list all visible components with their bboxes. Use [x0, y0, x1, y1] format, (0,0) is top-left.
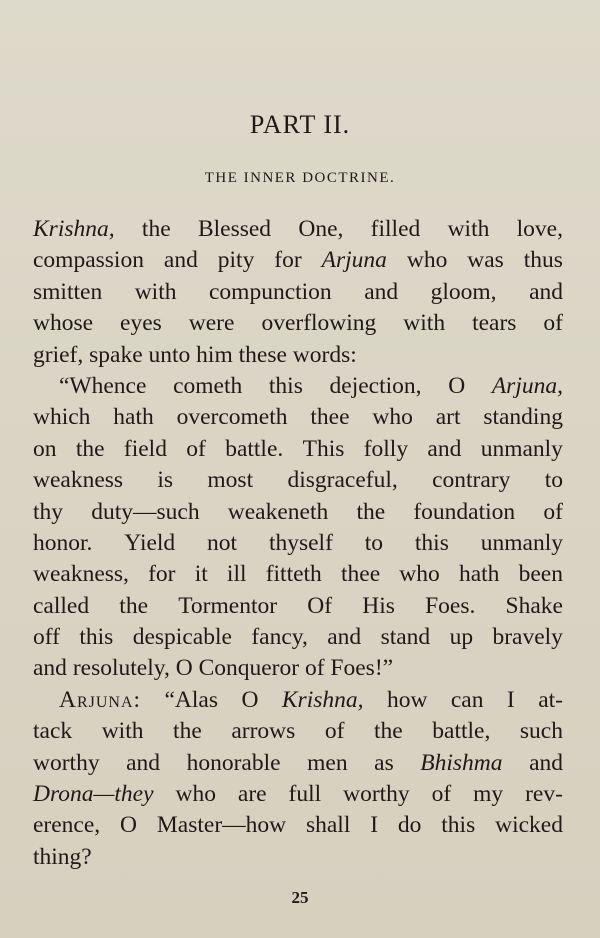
word: with — [403, 310, 446, 337]
word: who — [372, 404, 413, 431]
word: thus — [523, 247, 563, 274]
word: of — [543, 310, 563, 337]
word: “Whence — [59, 372, 147, 399]
word: this — [414, 529, 449, 556]
word: and — [163, 247, 198, 274]
word: contrary — [432, 467, 511, 494]
word: erence, — [33, 812, 101, 839]
word: dejection, — [329, 372, 422, 399]
word: hath — [458, 561, 500, 588]
chapter-subtitle: THE INNER DOCTRINE. — [204, 170, 396, 186]
word: as — [374, 749, 394, 776]
word: and — [364, 278, 399, 305]
word: unto — [148, 341, 191, 368]
word: Foes!” — [330, 655, 394, 682]
word: of — [431, 781, 452, 808]
word: compunction — [208, 278, 332, 305]
word: honor. — [33, 529, 93, 556]
text-line — [33, 779, 563, 810]
word: this — [79, 624, 114, 651]
word: hath — [113, 404, 154, 431]
word: overflowing — [261, 310, 377, 337]
text-line — [33, 653, 563, 684]
word: Conqueror — [198, 655, 300, 682]
word: and — [427, 435, 462, 462]
word: with — [447, 216, 490, 242]
word: words: — [292, 341, 357, 368]
word: and — [327, 624, 362, 651]
word: Krishna, — [281, 686, 364, 713]
word: foundation — [413, 498, 516, 525]
word: at- — [538, 686, 563, 713]
word: who — [406, 247, 448, 274]
text-line — [33, 434, 563, 465]
word: of — [324, 718, 345, 745]
word: I — [370, 812, 379, 839]
word: O — [241, 686, 259, 713]
word: disgraceful, — [287, 467, 398, 494]
word: thyself — [268, 529, 333, 556]
word: it — [194, 561, 208, 588]
word: to — [544, 467, 563, 494]
word: thy — [33, 498, 64, 525]
word: field — [123, 435, 167, 462]
word: the — [119, 592, 149, 619]
text-line — [33, 591, 563, 622]
text-line — [33, 497, 563, 528]
word: of — [543, 498, 563, 525]
word: Tormentor — [178, 592, 278, 619]
word: Master—how — [156, 812, 287, 839]
word: my — [473, 781, 504, 808]
word: overcometh — [176, 404, 288, 431]
word: worthy — [33, 749, 100, 776]
word: this — [268, 372, 303, 399]
word: are — [237, 781, 267, 808]
word: tack — [33, 718, 73, 745]
word: grief, — [33, 341, 84, 368]
word: can — [450, 686, 484, 713]
word: been — [518, 561, 563, 588]
word: Bhishma — [420, 749, 503, 776]
word: to — [364, 529, 384, 556]
word: off — [33, 624, 60, 651]
word: up — [449, 624, 474, 651]
word: and — [529, 749, 563, 776]
text-line — [33, 214, 563, 245]
word: eyes — [120, 310, 162, 337]
word: full — [288, 781, 322, 808]
text-line — [33, 371, 563, 402]
word: One, — [298, 216, 344, 242]
word: called — [33, 592, 90, 619]
text-line — [33, 308, 563, 339]
word: duty—such — [91, 498, 200, 525]
word: fancy, — [251, 624, 308, 651]
word: honorable — [186, 749, 281, 776]
word: were — [188, 310, 235, 337]
word: O — [120, 812, 138, 839]
word: is — [157, 467, 174, 494]
text-line — [33, 402, 563, 433]
word: thing? — [33, 843, 92, 870]
word: rev- — [525, 781, 563, 808]
word: how — [386, 686, 428, 713]
word: of — [186, 435, 206, 462]
word: This — [302, 435, 345, 462]
word: whose — [33, 310, 94, 337]
text-line — [33, 277, 563, 308]
text-line — [33, 716, 563, 747]
word: the — [373, 718, 403, 745]
word: shall — [305, 812, 351, 839]
word: compassion — [33, 247, 144, 274]
text-line — [33, 528, 563, 559]
word: who — [399, 561, 440, 588]
word: Foes. — [425, 592, 476, 619]
word: battle, — [432, 718, 491, 745]
word: unmanly — [480, 435, 563, 462]
word: such — [519, 718, 563, 745]
word: unmanly — [480, 529, 563, 556]
text-line — [33, 245, 563, 276]
text-line — [33, 559, 563, 590]
word: the — [356, 498, 386, 525]
word: him — [196, 341, 233, 368]
text-line — [33, 842, 563, 873]
text-line — [33, 465, 563, 496]
word: despicable — [132, 624, 232, 651]
word: not — [207, 529, 238, 556]
word: filled — [370, 216, 421, 242]
word: was — [467, 247, 504, 274]
word: bravely — [492, 624, 563, 651]
text-line — [33, 748, 563, 779]
word: arrows — [231, 718, 296, 745]
word: cometh — [173, 372, 243, 399]
text-line — [33, 340, 563, 371]
word: for — [274, 247, 302, 274]
word: weakeneth — [227, 498, 329, 525]
word: pity — [217, 247, 255, 274]
word: ill — [226, 561, 247, 588]
word: Arjuna — [321, 247, 387, 274]
word: I — [506, 686, 515, 713]
word: the — [75, 435, 105, 462]
word: and — [529, 278, 563, 305]
word: do — [397, 812, 422, 839]
text-line — [33, 810, 563, 841]
word: for — [148, 561, 176, 588]
word: Shake — [505, 592, 563, 619]
body-text — [33, 214, 563, 873]
word: Blessed — [197, 216, 272, 242]
part-title: PART II. — [249, 110, 351, 139]
word: weakness — [33, 467, 124, 494]
word: weakness, — [33, 561, 129, 588]
word: wicked — [495, 812, 563, 839]
word: gloom, — [430, 278, 497, 305]
text-line — [33, 622, 563, 653]
page-number: 25 — [291, 888, 309, 907]
word: on — [33, 435, 57, 462]
word: with — [134, 278, 177, 305]
word: “Alas — [164, 686, 219, 713]
word: spake — [89, 341, 143, 368]
word: this — [441, 812, 476, 839]
word: O — [175, 655, 193, 682]
word: standing — [483, 404, 563, 431]
word: O — [448, 372, 466, 399]
word: love, — [516, 216, 563, 242]
word: Yield — [124, 529, 176, 556]
word: His — [362, 592, 395, 619]
word: Krishna, — [33, 216, 115, 242]
word: of — [304, 655, 325, 682]
word: fitteth — [265, 561, 322, 588]
word: most — [207, 467, 254, 494]
word: folly — [363, 435, 409, 462]
word: thee — [340, 561, 381, 588]
word: thee — [310, 404, 350, 431]
word: stand — [380, 624, 431, 651]
word: worthy — [343, 781, 410, 808]
word: the — [173, 718, 202, 745]
word: and — [33, 655, 67, 682]
word: battle. — [225, 435, 284, 462]
word: who — [175, 781, 216, 808]
speaker-name: Arjuna: — [59, 686, 142, 713]
word: the — [141, 216, 171, 242]
word: which — [33, 404, 91, 431]
text-line — [33, 685, 563, 716]
word: Drona—they — [33, 781, 154, 808]
word: art — [435, 404, 461, 431]
word: men — [307, 749, 348, 776]
word: Arjuna, — [491, 372, 563, 399]
word: resolutely, — [72, 655, 170, 682]
word: with — [101, 718, 144, 745]
word: smitten — [33, 278, 103, 305]
word: Of — [307, 592, 333, 619]
word: and — [126, 749, 161, 776]
word: tears — [472, 310, 517, 337]
word: these — [238, 341, 287, 368]
